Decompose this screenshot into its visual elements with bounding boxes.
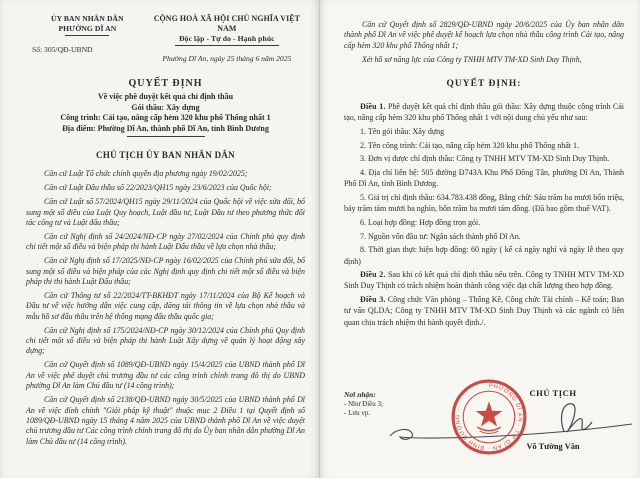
national-motto: Độc lập - Tự do - Hạnh phúc: [179, 34, 275, 43]
article-2: [344, 269, 624, 291]
recipients-block: [344, 390, 383, 419]
document-page-2: [320, 0, 640, 478]
org-name-line2: PHƯỜNG DĨ AN: [58, 24, 117, 33]
article-1-text: Phê duyệt kết quả chỉ định thầu gói thầu: Xây dựng thuộc công trình Cải tạo, nâng cấp hẻm 320 khu phố Thống nhất 1 với nội dung chủ yếu như sau:: [344, 102, 625, 123]
article-2-label: Điều 2.: [360, 270, 386, 280]
motto-underline: [175, 45, 279, 46]
recipient-line: - Như Điều 3;: [344, 399, 383, 408]
recital: Căn cứ Nghị định số 17/2025/NĐ-CP ngày 16/02/2025 của Chính phủ sửa đổi, bổ sung một số điều và biện pháp của các Nghị định quy định chi tiết một số điều và biện pháp thi thi hành Luật Đấu thầu;: [26, 256, 305, 287]
recital: Căn cứ Luật số 57/2024/QH15 ngày 29/11/2024 của Quốc hội về việc sửa đổi, bổ sung một số điều của Luật Quy hoạch, Luật đầu tư, Luật Đầu tư theo phương thức đối tác công tư và Luật đấu thầu;: [26, 197, 305, 227]
project-line: Công trình: Cải tạo, nâng cấp hẻm 320 khu phố Thống nhất 1: [60, 113, 271, 123]
item-package-name: 1. Tên gói thầu: Xây dựng: [360, 127, 445, 137]
recital: Căn cứ Nghị định số 175/2024/NĐ-CP ngày 30/12/2024 của Chính phủ Quy định chi tiết một số điều và biện pháp thi hành Luật Xây dựng về quản lý hoạt động xây dựng;: [26, 325, 305, 356]
article-1: [344, 101, 624, 123]
decision-subject: Về việc phê duyệt kết quả chỉ định thầu: [97, 92, 234, 101]
decision-heading: QUYẾT ĐỊNH:: [446, 79, 522, 90]
item-contractor: 3. Đơn vị được chỉ định thầu: Công ty TNHH MTV TM-XD Sình Duy Thịnh.: [360, 154, 610, 164]
recipients-label: Nơi nhận:: [344, 390, 376, 399]
seal-star-icon: [476, 401, 503, 426]
authority-heading: CHỦ TỊCH ỦY BAN NHÂN DÂN: [96, 150, 235, 161]
signature-footer: [344, 383, 630, 474]
place-and-date: Phường Dĩ An, ngày 25 tháng 6 năm 2025: [162, 54, 292, 63]
recital: Căn cứ Quyết định số 2829/QĐ-UBND ngày 20/6/2025 của Ủy ban nhân dân thành phố Dĩ An về việc phê duyệt kế hoạch lựa chọn nhà thầu công trình Cải tạo, nâng cấp hẻm 320 khu phố Thống nhất 1;: [344, 20, 624, 50]
item-contract-type: 6. Loại hợp đồng: Hợp đồng trọn gói.: [360, 217, 481, 227]
national-title: CỘNG HOÀ XÃ HỘI CHỦ NGHĨA VIỆT NAM: [153, 14, 300, 33]
decision-title: QUYẾT ĐỊNH: [128, 78, 203, 89]
article-3-label: Điều 3.: [360, 295, 386, 305]
recital: Căn cứ Luật Tổ chức chính quyền địa phương ngày 19/02/2025;: [44, 169, 248, 179]
item-project-name: 2. Tên công trình: Cải tạo, nâng cấp hẻm 320 khu phố Thống nhất 1.: [360, 140, 579, 150]
item-contact-address: 4. Địa chỉ liên hệ: 505 đường Đ743A Khu Phố Đông Tân, phường Dĩ An, Thành Phố Dĩ An, tỉnh Bình Dương.: [344, 168, 624, 189]
article-1-items: [344, 126, 624, 267]
item-contract-value: 5. Giá trị chỉ định thầu: 634.783.438 đồng, Bằng chữ: Sáu trăm ba mươi bốn triệu, bảy trăm tám mươi ba nghìn, bốn trăm ba mươi tám đồng. (Đã bao gồm thuế VAT).: [344, 193, 624, 214]
recital: Căn cứ Nghị định số 24/2024/NĐ-CP ngày 27/02/2024 của Chính phủ quy định chi tiết một số điều và biện pháp thi hành Luật Đấu thầu về lựa chọn nhà thầu;: [26, 231, 305, 252]
recital: Căn cứ Quyết định số 1089/QĐ-UBND ngày 15/4/2025 của UBND thành phố Dĩ An về việc phê duyệt chủ trương đầu tư các công trình chỉnh trang đô thị do UBND phường Dĩ An làm Chủ đầu tư (14 công trình);: [26, 360, 305, 391]
recital: Xét hồ sơ năng lực của Công ty TNHH MTV TM-XD Sình Duy Thịnh,: [362, 54, 582, 64]
signature-block: [455, 383, 628, 451]
issuing-org-block: [26, 14, 149, 63]
article-3: [344, 294, 624, 328]
item-funding-source: 7. Nguồn vốn đầu tư: Ngân sách thành phố Dĩ An.: [360, 231, 521, 241]
article-2-text: Sau khi có kết quả chỉ định thầu nêu trên. Công ty TNHH MTV TM-XD Sinh Duy Thịnh có trách nhiệm hoàn thành công việc đạt chất lượng theo hợp đồng.: [344, 270, 625, 291]
article-3-text: Công chức Văn phòng – Thống Kê, Công chức Tài chính – Kế toán; Ban tư vấn QLDA; Công ty TNHH MTV TM-XD Sinh Duy Thịnh và các ngành có liên quan chịu trách nhiệm thi hành quyết định./.: [344, 295, 624, 327]
page1-header: [26, 14, 305, 63]
recital: Căn cứ Quyết định số 2138/QĐ-UBND ngày 30/5/2025 của UBND thành phố Dĩ An về việc đính chính "Giải pháp kỹ thuật" thuộc mục 2 Điều 1 tại Quyết định số 1089/QĐ-UBND ngày 15 tháng 4 năm 2025 của UBND thành phố Dĩ An về việc duyệt chủ trương đầu tư Các công trình chỉnh trang đô thị do Ủy ban nhân dân phường Dĩ An làm Chủ đầu tư (14 công trình).: [26, 395, 305, 446]
signer-name: Võ Tường Vân: [526, 442, 580, 451]
official-seal: [450, 378, 528, 456]
article-1-label: Điều 1.: [360, 102, 386, 112]
item-contract-duration: 8. Thời gian thực hiện hợp đồng: 60 ngày ( kể cả ngày nghỉ và ngày lễ theo quy định): [344, 245, 624, 266]
title-underline: [127, 136, 205, 137]
signer-title: CHỦ TỊCH: [529, 388, 577, 398]
org-name-line1: ỦY BAN NHÂN DÂN: [51, 14, 124, 23]
org-underline: [65, 35, 109, 36]
recital: Căn cứ Thông tư số 22/2024/TT-BKHĐT ngày 17/11/2024 của Bộ Kế hoạch và Đầu tư về việc hướng dẫn việc cung cấp, đăng tải thông tin về lựa chọn nhà thầu và mẫu hồ sơ đấu thầu trên hệ thống mạng đấu thầu quốc gia;: [26, 290, 305, 321]
seal-ring-text: PHƯỜNG DĨ AN · T.P DĨ AN · BÌNH DƯƠNG ·: [455, 383, 523, 451]
national-motto-block: [149, 14, 305, 63]
recipient-line: - Lưu vp.: [344, 409, 371, 417]
recital: Căn cứ Luật Đấu thầu số 22/2023/QH15 ngày 23/6/2023 của Quốc hội;: [44, 183, 272, 193]
location-line: Địa điểm: Phường Dĩ An, thành phố Dĩ An, tỉnh Bình Dương: [62, 123, 269, 133]
bid-package-line: Gói thầu: Xây dựng: [131, 102, 200, 112]
document-number: Số: 305/QĐ-UBND: [32, 45, 93, 54]
decision-title-block: [26, 78, 305, 137]
